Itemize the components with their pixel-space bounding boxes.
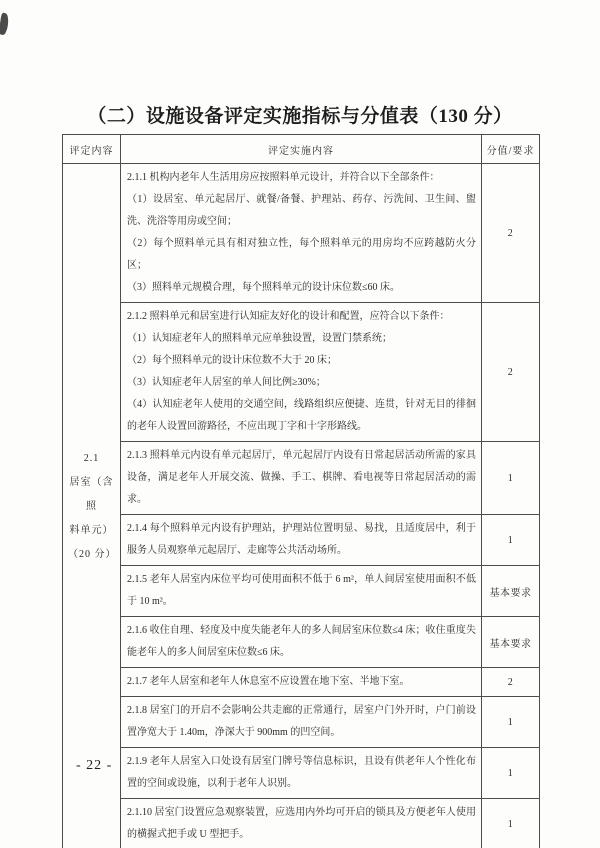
table-row [63, 566, 540, 617]
criterion-paragraph: （2）每个照料单元的设计床位数不大于 20 床； [127, 355, 337, 366]
scan-artifact-mark [0, 13, 9, 36]
score-cell: 基本要求 [482, 617, 540, 668]
table-row [63, 617, 540, 668]
criterion-text-cell [121, 748, 482, 799]
criterion-paragraph: （4）认知症老年人使用的交通空间，线路组织应便捷、连贯，针对无目的徘徊的老年人设置回游路径，不应出现丁字和十字形路线。 [127, 399, 476, 432]
criterion-text-cell [121, 697, 482, 748]
table-row [63, 668, 540, 697]
score-cell: 2 [482, 164, 540, 303]
group-label-line: 2.1 [83, 452, 100, 464]
table-header-row [63, 135, 540, 164]
score-cell: 基本要求 [482, 566, 540, 617]
score-cell: 1 [482, 515, 540, 566]
criterion-text-cell [121, 566, 482, 617]
assessment-table [62, 134, 540, 848]
score-cell: 1 [482, 799, 540, 848]
table-header [63, 135, 540, 164]
table-row [63, 515, 540, 566]
table-row [63, 748, 540, 799]
criterion-paragraph: 2.1.6 收住自理、轻度及中度失能老年人的多人间居室床位数≤4 床；收住重度失能老年人的多人间居室床位数≤6 床。 [127, 625, 476, 658]
table-row [63, 303, 540, 442]
score-cell: 1 [482, 442, 540, 515]
criterion-text-cell [121, 668, 482, 697]
group-label-line: 居室（含照 [69, 476, 114, 512]
score-cell: 1 [482, 748, 540, 799]
criterion-paragraph: 2.1.10 居室门设置应急观察装置，应选用内外均可开启的锁具及方便老年人使用的横握式把手或 U 型把手。 [127, 807, 476, 840]
criterion-paragraph: 2.1.5 老年人居室内床位平均可使用面积不低于 6 m²，单人间居室使用面积不低于 10 m²。 [127, 574, 476, 607]
criterion-text-cell [121, 164, 482, 303]
score-cell: 1 [482, 697, 540, 748]
criterion-paragraph: （2）每个照料单元具有相对独立性，每个照料单元的用房均不应跨越防火分区； [127, 238, 476, 271]
criterion-paragraph: （3）认知症老年人居室的单人间比例≥30%； [127, 377, 326, 388]
criterion-paragraph: （3）照料单元规模合理，每个照料单元的设计床位数≤60 床。 [127, 282, 400, 293]
criterion-paragraph: （1）认知症老年人的照料单元应单独设置，设置门禁系统； [127, 333, 392, 344]
table-row [63, 799, 540, 848]
table-row [63, 697, 540, 748]
table-row [63, 164, 540, 303]
criterion-text-cell [121, 303, 482, 442]
criterion-text-cell [121, 442, 482, 515]
page-number: - 22 - [76, 758, 113, 773]
group-label-line: （20 分） [68, 548, 117, 560]
score-cell: 2 [482, 303, 540, 442]
group-label-line: 料单元） [69, 524, 114, 536]
criterion-paragraph: 2.1.9 老年人居室入口处设有居室门牌号等信息标识，且设有供老年人个性化布置的空间或设施，以利于老年人识别。 [127, 756, 476, 789]
criterion-paragraph: 2.1.1 机构内老年人生活用房应按照料单元设计，并符合以下全部条件： [127, 172, 440, 183]
criterion-paragraph: 2.1.3 照料单元内设有单元起居厅，单元起居厅内设有日常起居活动所需的家具设备，满足老年人开展交流、做操、手工、棋牌、看电视等日常起居活动的需求。 [127, 450, 476, 505]
score-cell: 2 [482, 668, 540, 697]
criterion-paragraph: （1）设居室、单元起居厅、就餐/备餐、护理站、药存、污洗间、卫生间、盥洗、洗浴等用房或空间； [127, 194, 476, 227]
header-score-requirement: 分值/要求 [482, 135, 540, 164]
table-row [63, 442, 540, 515]
criterion-paragraph: 2.1.2 照料单元和居室进行认知症友好化的设计和配置，应符合以下条件： [127, 311, 450, 322]
group-label-cell [63, 164, 121, 848]
criterion-paragraph: 2.1.7 老年人居室和老年人休息室不应设置在地下室、半地下室。 [127, 676, 410, 687]
criterion-paragraph: 2.1.4 每个照料单元内设有护理站，护理站位置明显、易找，且适度居中，利于服务人员观察单元起居厅、走廊等公共活动场所。 [127, 523, 476, 556]
section-title: （二）设施设备评定实施指标与分值表（130 分） [87, 106, 513, 127]
criterion-text-cell [121, 799, 482, 848]
criterion-text-cell [121, 617, 482, 668]
header-implementation-content: 评定实施内容 [121, 135, 482, 164]
header-assessment-content: 评定内容 [63, 135, 121, 164]
table-body [63, 164, 540, 848]
criterion-text-cell [121, 515, 482, 566]
criterion-paragraph: 2.1.8 居室门的开启不会影响公共走廊的正常通行，居室户门外开时，户门前设置净宽大于 1.40m，净深大于 900mm 的凹空间。 [127, 705, 476, 738]
